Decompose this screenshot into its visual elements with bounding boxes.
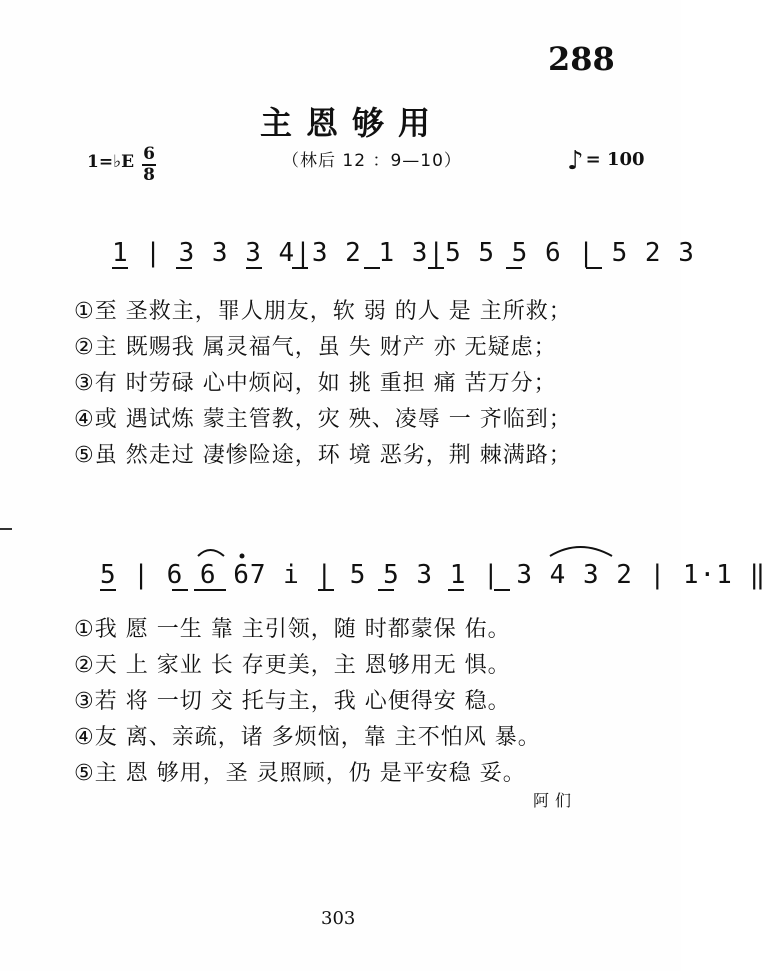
tie-marks [198,547,612,556]
underline-marks [100,268,602,590]
lyric-line: ④友 离、亲疏，诸 多烦恼，靠 主不怕风 暴。 [74,725,541,750]
hymn-title: 主恩够用 [260,104,445,142]
tempo-value: = 100 [585,149,645,170]
scripture-reference: （林后 12 ：9—10） [282,151,462,171]
lyric-line: ②主 既赐我 属灵福气，虽 失 财产 亦 无疑虑； [74,335,557,360]
eighth-note-icon: ♪ [567,146,584,176]
lyric-line: ④或 遇试炼 蒙主管教，灾 殃、凌辱 一 齐临到； [74,407,572,432]
notation-line-1: 1 | 3 3 3 4|3 2 1 3|5 5 5 6 | 5 2 3 [112,238,695,268]
octave-dot [240,554,245,559]
key-signature: 1=♭E [87,152,135,172]
page-number: 303 [321,908,356,929]
hymn-number: 288 [548,40,615,78]
lyric-line: ③若 将 一切 交 托与主，我 心便得安 稳。 [74,689,511,714]
lyric-line: ⑤主 恩 够用，圣 灵照顾，仍 是平安稳 妥。 [74,761,526,786]
time-signature-top: 6 [143,144,155,164]
lyric-line: ③有 时劳碌 心中烦闷，如 挑 重担 痛 苦万分； [74,371,557,396]
lyric-line: ①至 圣救主，罪人朋友，软 弱 的人 是 主所救； [74,299,572,324]
amen-text: 阿们 [533,791,578,810]
lyric-line: ②天 上 家业 长 存更美，主 恩够用无 惧。 [74,653,511,678]
time-signature-bottom: 8 [143,165,155,185]
lyric-line: ①我 愿 一生 靠 主引领，随 时都蒙保 佑。 [74,617,511,642]
notation-line-2: 5 | 6 6 67 i | 5 5 3 1 | 3 4 3 2 | 1·1 ‖ [100,560,766,590]
lyric-line: ⑤虽 然走过 凄惨险途，环 境 恶劣，荆 棘满路； [74,443,572,468]
